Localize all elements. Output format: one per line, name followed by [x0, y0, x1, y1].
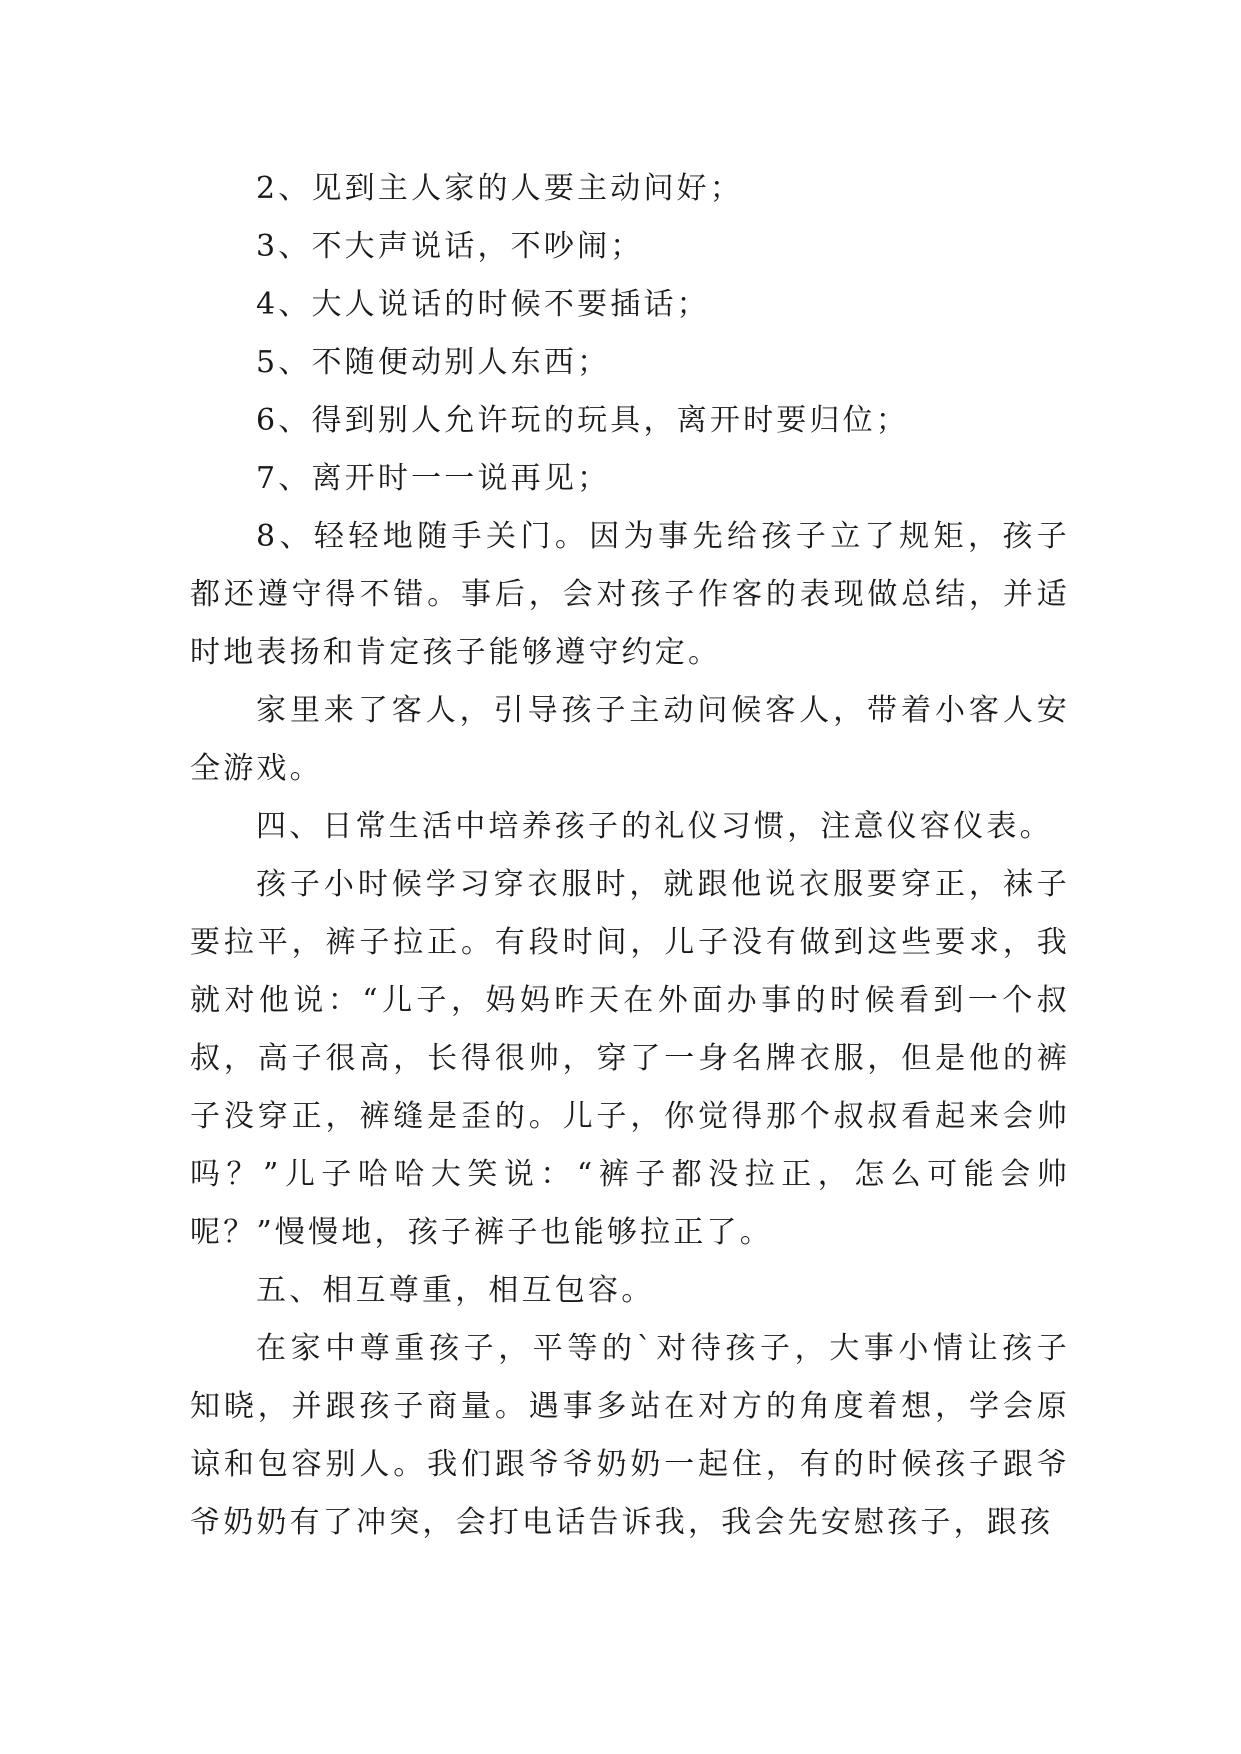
- paragraph-guests: 家里来了客人，引导孩子主动问候客人，带着小客人安全游戏。: [190, 693, 1070, 786]
- section-heading-four: 四、日常生活中培养孩子的礼仪习惯，注意仪容仪表。: [256, 809, 1053, 844]
- paragraph-clothing: 孩子小时候学习穿衣服时，就跟他说衣服要穿正，袜子要拉平，裤子拉正。有段时间，儿子没有做到这些要求，我就对他说：“儿子，妈妈昨天在外面办事的时候看到一个叔叔，高子很高，长得很帅，穿了一身名牌衣服，但是他的裤子没穿正，裤缝是歪的。儿子，你觉得那个叔叔看起来会帅吗？”儿子哈哈大笑说：“裤子都没拉正，怎么可能会帅呢？”慢慢地，孩子裤子也能够拉正了。: [190, 867, 1070, 1250]
- body-text: [190, 160, 1070, 1552]
- paragraph-rule-7: 7、离开时一一说再见；: [256, 461, 611, 496]
- paragraph-respect: 在家中尊重孩子，平等的`对待孩子，大事小情让孩子知晓，并跟孩子商量。遇事多站在对方的角度着想，学会原谅和包容别人。我们跟爷爷奶奶一起住，有的时候孩子跟爷爷奶奶有了冲突，会打电话告诉我，我会先安慰孩子，跟孩: [190, 1331, 1070, 1540]
- section-heading-five: 五、相互尊重，相互包容。: [256, 1273, 655, 1308]
- paragraph-rule-6: 6、得到别人允许玩的玩具，离开时要归位；: [256, 403, 910, 438]
- paragraph-rule-4: 4、大人说话的时候不要插话；: [256, 287, 710, 322]
- paragraph-rule-5: 5、不随便动别人东西；: [256, 345, 611, 380]
- paragraph-rule-8: 8、轻轻地随手关门。因为事先给孩子立了规矩，孩子都还遵守得不错。事后，会对孩子作客的表现做总结，并适时地表扬和肯定孩子能够遵守约定。: [190, 519, 1070, 670]
- paragraph-rule-2: 2、见到主人家的人要主动问好；: [256, 171, 744, 206]
- paragraph-rule-3: 3、不大声说话，不吵闹；: [256, 229, 644, 264]
